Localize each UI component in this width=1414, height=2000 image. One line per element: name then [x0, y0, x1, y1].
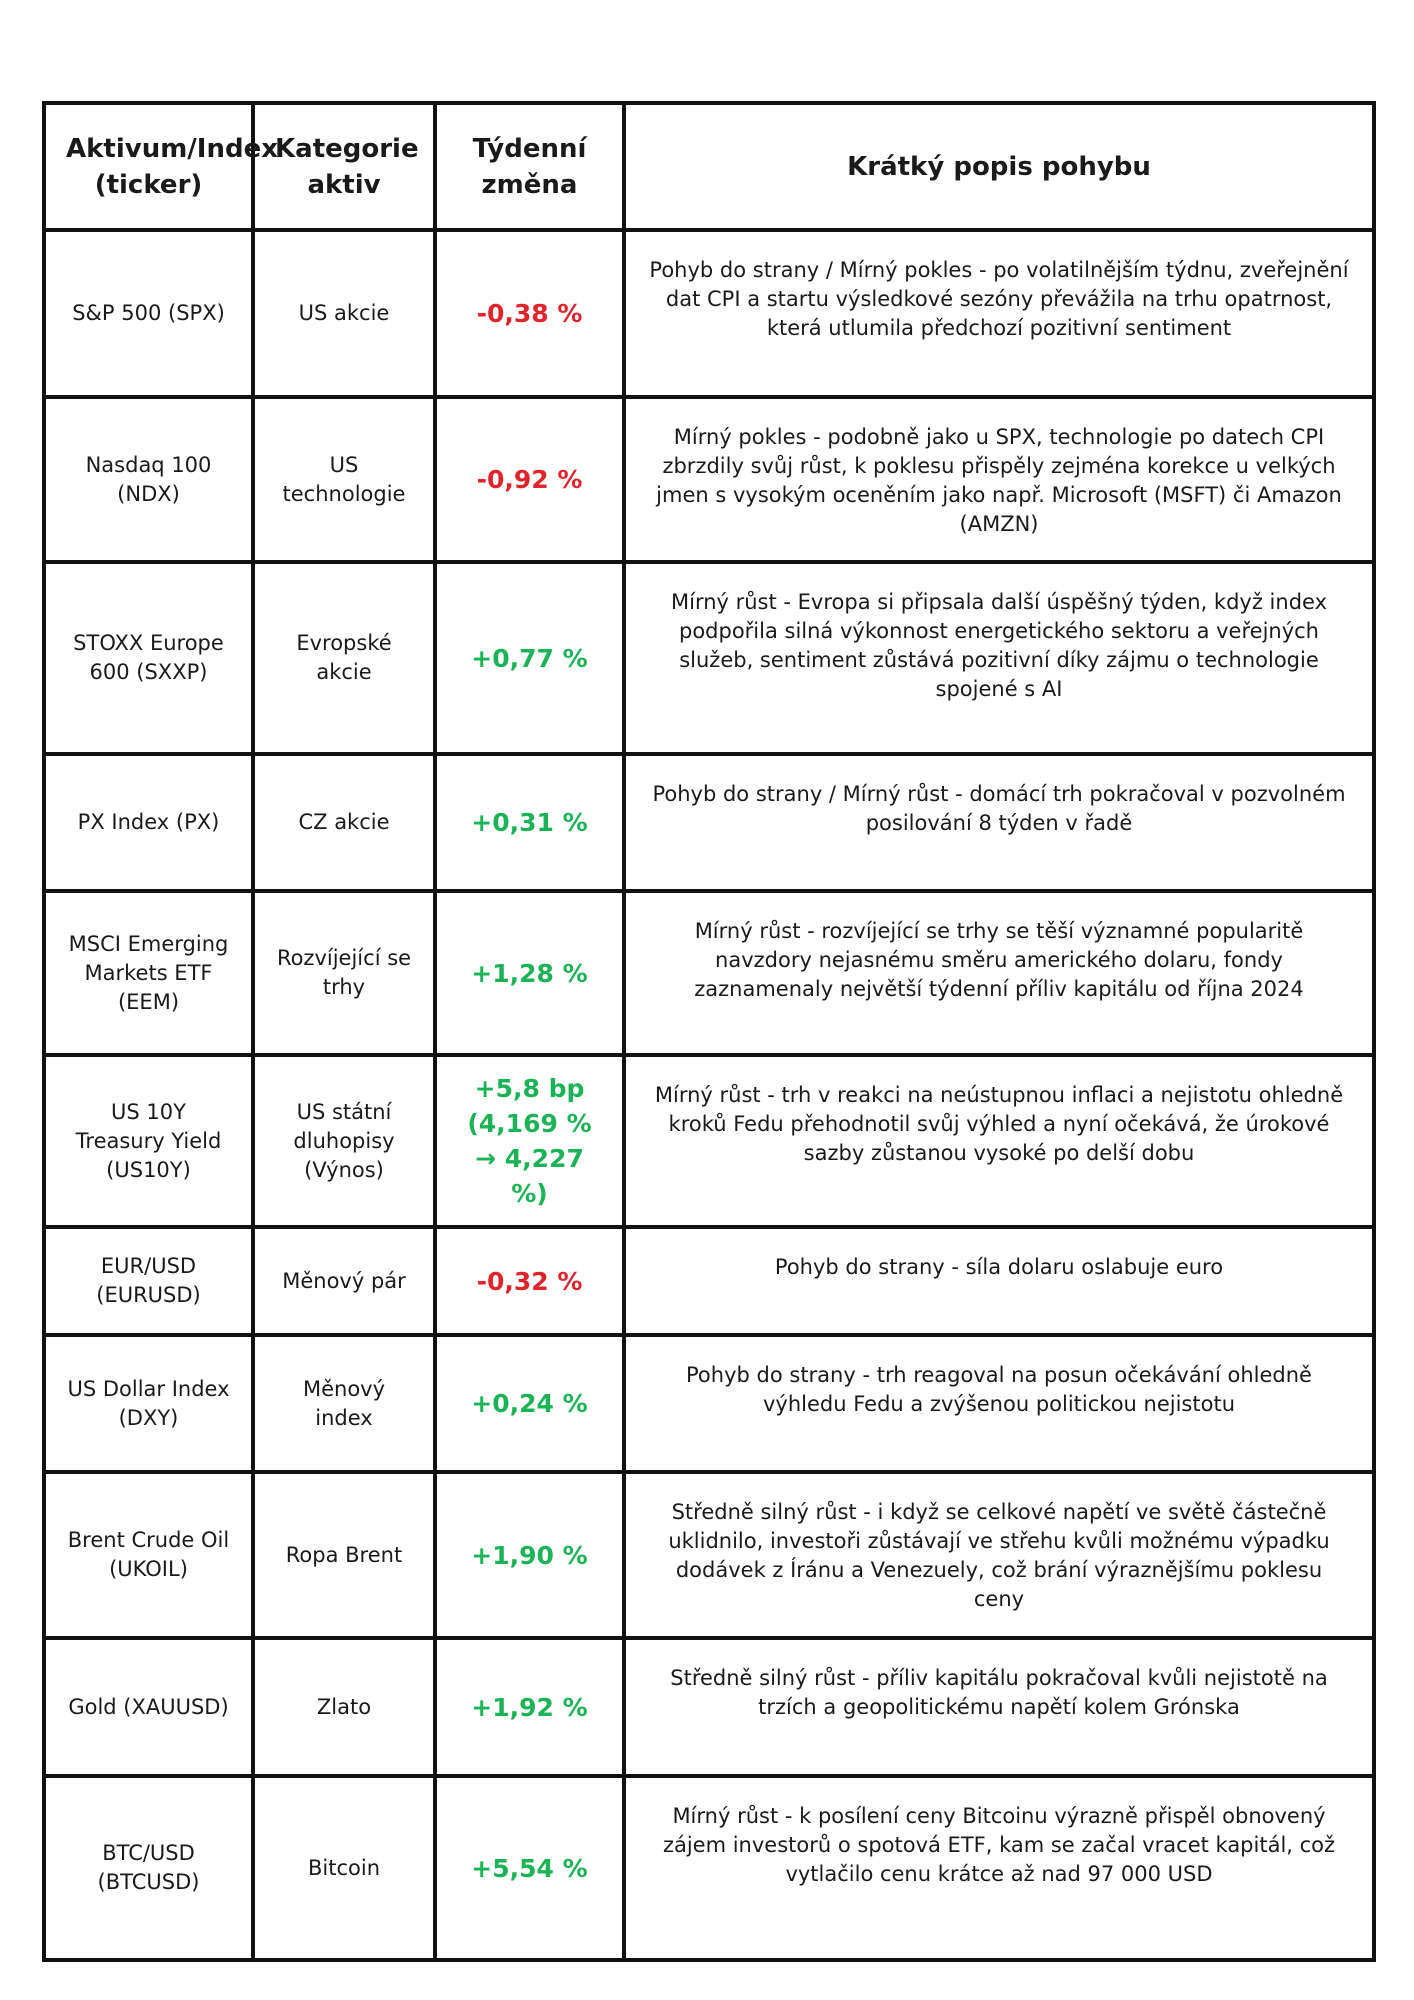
category-cell: US akcie [253, 230, 435, 397]
header-category: Kategorie aktiv [253, 103, 435, 230]
table-row [44, 230, 1374, 397]
table-row [44, 1776, 1374, 1960]
description-cell: Mírný růst - k posílení ceny Bitcoinu výrazně přispěl obnovený zájem investorů o spotová ETF, kam se začal vracet kapitál, což vytlačilo cenu krátce až nad 97 000 USD [624, 1776, 1374, 1960]
description-cell: Pohyb do strany / Mírný pokles - po volatilnějším týdnu, zveřejnění dat CPI a startu výsledkové sezóny převážila na trhu opatrnost, která utlumila předchozí pozitivní sentiment [624, 230, 1374, 397]
change-cell [435, 1638, 624, 1776]
change-value: +1,28 % [471, 958, 588, 988]
description-cell: Mírný pokles - podobně jako u SPX, technologie po datech CPI zbrzdily svůj růst, k poklesu přispěly zejména korekce u velkých jmen s vysokým oceněním jako např. Microsoft (MSFT) či Amazon (AMZN) [624, 397, 1374, 562]
table-row [44, 1335, 1374, 1472]
change-value: -0,38 % [476, 299, 583, 328]
description-cell: Pohyb do strany - síla dolaru oslabuje euro [624, 1227, 1374, 1335]
asset-cell: US Dollar Index (DXY) [44, 1335, 253, 1472]
header-row [44, 103, 1374, 230]
header-asset: Aktivum/Index (ticker) [44, 103, 253, 230]
table-row [44, 754, 1374, 891]
asset-cell: Gold (XAUUSD) [44, 1638, 253, 1776]
market-summary-table [42, 101, 1376, 1962]
table-row [44, 397, 1374, 562]
category-cell: US technologie [253, 397, 435, 562]
category-cell: Zlato [253, 1638, 435, 1776]
change-cell [435, 1227, 624, 1335]
description-cell: Mírný růst - Evropa si připsala další úspěšný týden, když index podpořila silná výkonnost energetického sektoru a veřejných služeb, sentiment zůstává pozitivní díky zájmu o technologie spojené s AI [624, 562, 1374, 754]
change-cell [435, 397, 624, 562]
table-row [44, 1638, 1374, 1776]
header-weekly-change: Týdenní změna [435, 103, 624, 230]
table-header [44, 103, 1374, 230]
change-value: +1,90 % [471, 1540, 588, 1570]
asset-cell: BTC/USD (BTCUSD) [44, 1776, 253, 1960]
category-cell: Evropské akcie [253, 562, 435, 754]
asset-cell: PX Index (PX) [44, 754, 253, 891]
table-row [44, 1227, 1374, 1335]
change-cell [435, 754, 624, 891]
table-row [44, 1472, 1374, 1638]
category-cell: Bitcoin [253, 1776, 435, 1960]
table-row [44, 891, 1374, 1055]
asset-cell: STOXX Europe 600 (SXXP) [44, 562, 253, 754]
asset-cell: MSCI Emerging Markets ETF (EEM) [44, 891, 253, 1055]
header-description: Krátký popis pohybu [624, 103, 1374, 230]
change-cell [435, 1055, 624, 1227]
table-row [44, 1055, 1374, 1227]
asset-cell: US 10Y Treasury Yield (US10Y) [44, 1055, 253, 1227]
table-body [44, 230, 1374, 1960]
description-cell: Středně silný růst - i když se celkové napětí ve světě částečně uklidnilo, investoři zůstávají ve střehu kvůli možnému výpadku dodávek z Íránu a Venezuely, což brání výraznějšímu poklesu ceny [624, 1472, 1374, 1638]
change-value: +0,31 % [471, 808, 588, 837]
description-cell: Mírný růst - rozvíjející se trhy se těší významné popularitě navzdory nejasnému směru amerického dolaru, fondy zaznamenaly největší týdenní příliv kapitálu od října 2024 [624, 891, 1374, 1055]
description-cell: Středně silný růst - příliv kapitálu pokračoval kvůli nejistotě na trzích a geopolitickému napětí kolem Grónska [624, 1638, 1374, 1776]
change-cell [435, 1472, 624, 1638]
asset-cell: Brent Crude Oil (UKOIL) [44, 1472, 253, 1638]
category-cell: Rozvíjející se trhy [253, 891, 435, 1055]
change-detail: (4,169 % → 4,227 %) [467, 1109, 592, 1208]
description-cell: Pohyb do strany - trh reagoval na posun očekávání ohledně výhledu Fedu a zvýšenou politickou nejistotu [624, 1335, 1374, 1472]
description-cell: Mírný růst - trh v reakci na neústupnou inflaci a nejistotu ohledně kroků Fedu přehodnotil svůj výhled a nyní očekává, že úrokové sazby zůstanou vysoké po delší dobu [624, 1055, 1374, 1227]
change-cell [435, 1776, 624, 1960]
category-cell: CZ akcie [253, 754, 435, 891]
category-cell: Ropa Brent [253, 1472, 435, 1638]
change-value: -0,92 % [476, 465, 583, 494]
asset-cell: S&P 500 (SPX) [44, 230, 253, 397]
change-value: +1,92 % [471, 1692, 588, 1722]
change-cell [435, 891, 624, 1055]
asset-cell: EUR/USD (EURUSD) [44, 1227, 253, 1335]
change-cell [435, 230, 624, 397]
category-cell: Měnový index [253, 1335, 435, 1472]
asset-cell: Nasdaq 100 (NDX) [44, 397, 253, 562]
description-cell: Pohyb do strany / Mírný růst - domácí trh pokračoval v pozvolném posilování 8 týden v řadě [624, 754, 1374, 891]
change-value: +0,24 % [471, 1389, 588, 1418]
category-cell: US státní dluhopisy (Výnos) [253, 1055, 435, 1227]
change-cell [435, 562, 624, 754]
change-value: -0,32 % [476, 1266, 583, 1296]
change-cell [435, 1335, 624, 1472]
change-value: +5,8 bp [474, 1074, 585, 1103]
change-value: +0,77 % [471, 643, 588, 673]
change-value: +5,54 % [471, 1853, 588, 1883]
category-cell: Měnový pár [253, 1227, 435, 1335]
table-row [44, 562, 1374, 754]
